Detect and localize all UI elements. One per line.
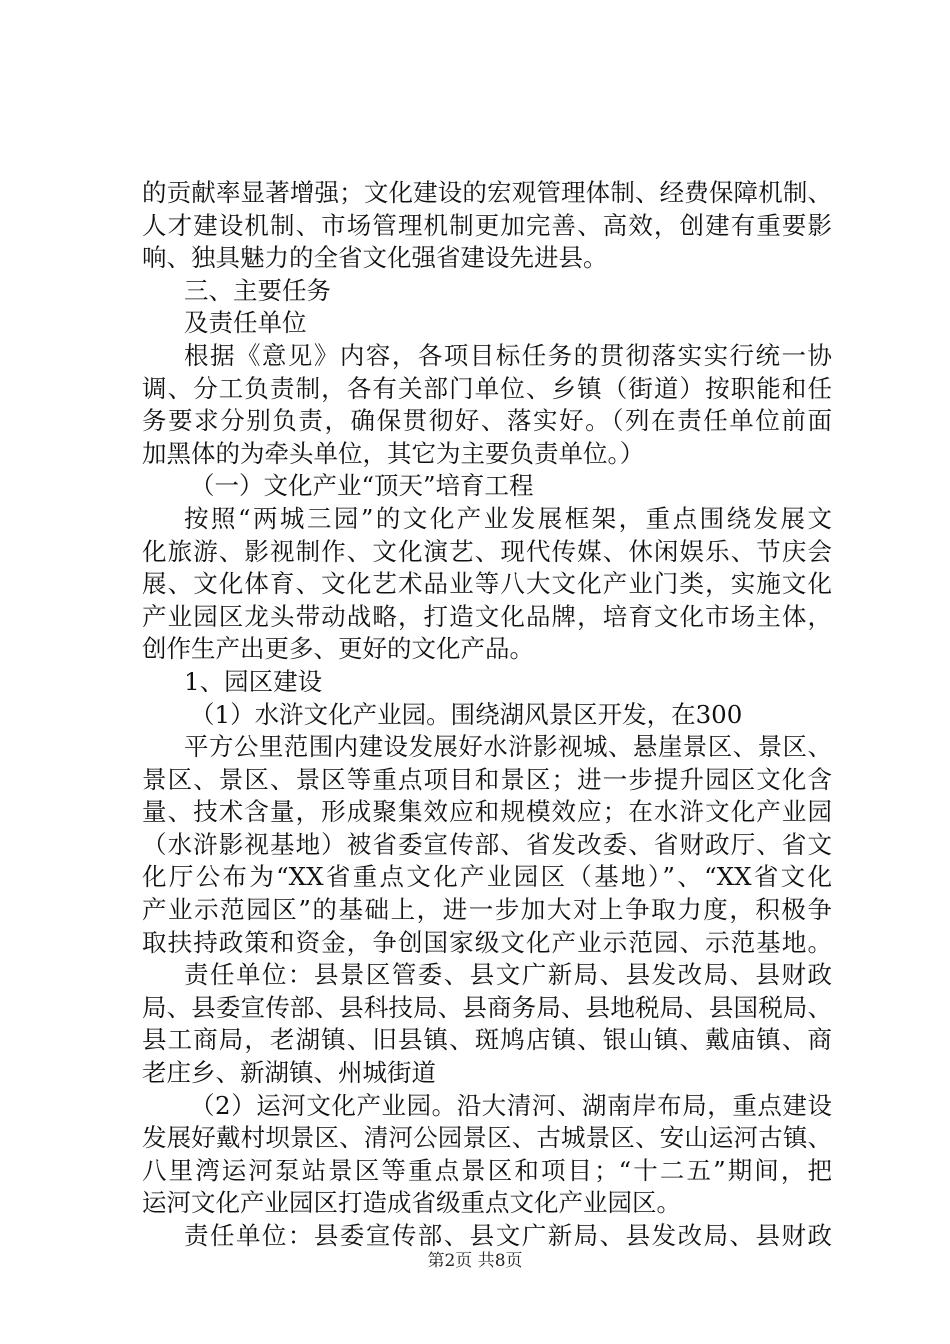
text-line: 量、技术含量，形成聚集效应和规模效应；在水浒文化产业园 xyxy=(142,797,832,827)
page-number-footer: 第2页 共8页 xyxy=(427,1251,523,1271)
text-line: 的贡献率显著增强；文化建设的宏观管理体制、经费保障机制、 xyxy=(142,178,832,207)
text-line: 运河文化产业园区打造成省级重点文化产业园区。 xyxy=(142,1188,681,1218)
text-line: 平方公里范围内建设发展好水浒影视城、悬崖景区、景区、 xyxy=(184,732,832,762)
text-line: 化厅公布为“XX省重点文化产业园区（基地）”、“XX省文化 xyxy=(142,862,832,892)
text-line: 人才建设机制、市场管理机制更加完善、高效，创建有重要影 xyxy=(142,210,832,240)
text-line: 取扶持政策和资金，争创国家级文化产业示范园、示范基地。 xyxy=(142,927,832,957)
section-heading: 及责任单位 xyxy=(184,308,307,338)
text-line: 创作生产出更多、更好的文化产品。 xyxy=(142,634,534,664)
text-line: 责任单位：县委宣传部、县文广新局、县发改局、县财政 xyxy=(184,1221,832,1250)
text-line: 展、文化体育、文化艺术品业等八大文化产业门类，实施文化 xyxy=(142,569,832,599)
text-line: 老庄乡、新湖镇、州城街道 xyxy=(142,1058,436,1088)
text-line: （1）水浒文化产业园。围绕湖风景区开发，在300 xyxy=(190,699,743,729)
text-line: 责任单位：县景区管委、县文广新局、县发改局、县财政 xyxy=(184,960,832,990)
text-line: 产业示范园区”的基础上，进一步加大对上争取力度，积极争 xyxy=(142,895,832,925)
section-heading: 三、主要任务 xyxy=(184,275,331,305)
text-line: （水浒影视基地）被省委宣传部、省发改委、省财政厅、省文 xyxy=(142,829,832,859)
text-line: 景区、景区、景区等重点项目和景区；进一步提升园区文化含 xyxy=(142,764,832,794)
text-line: （2）运河文化产业园。沿大清河、湖南岸布局，重点建设 xyxy=(190,1090,832,1120)
text-line: 县工商局，老湖镇、旧县镇、斑鸠店镇、银山镇、戴庙镇、商 xyxy=(142,1025,832,1055)
item-heading: 1、园区建设 xyxy=(184,666,323,696)
text-line: 局、县委宣传部、县科技局、县商务局、县地税局、县国税局、 xyxy=(142,992,832,1022)
subsection-heading: （一）文化产业“顶天”培育工程 xyxy=(190,471,534,501)
text-line: 八里湾运河泵站景区等重点景区和项目；“十二五”期间，把 xyxy=(142,1155,832,1185)
document-body xyxy=(142,177,832,1253)
text-line: 化旅游、影视制作、文化演艺、现代传媒、休闲娱乐、节庆会 xyxy=(142,536,832,566)
text-line: 响、独具魅力的全省文化强省建设先进县。 xyxy=(142,243,608,273)
text-line: 加黑体的为牵头单位，其它为主要负责单位。） xyxy=(142,438,645,468)
text-line: 产业园区龙头带动战略，打造文化品牌，培育文化市场主体， xyxy=(142,601,832,631)
text-line: 发展好戴村坝景区、清河公园景区、古城景区、安山运河古镇、 xyxy=(142,1123,832,1153)
text-line: 根据《意见》内容，各项目标任务的贯彻落实实行统一协 xyxy=(184,340,832,370)
text-line: 按照“两城三园”的文化产业发展框架，重点围绕发展文 xyxy=(184,503,832,533)
text-line: 务要求分别负责，确保贯彻好、落实好。（列在责任单位前面 xyxy=(142,406,832,436)
text-line: 调、分工负责制，各有关部门单位、乡镇（街道）按职能和任 xyxy=(142,373,832,403)
